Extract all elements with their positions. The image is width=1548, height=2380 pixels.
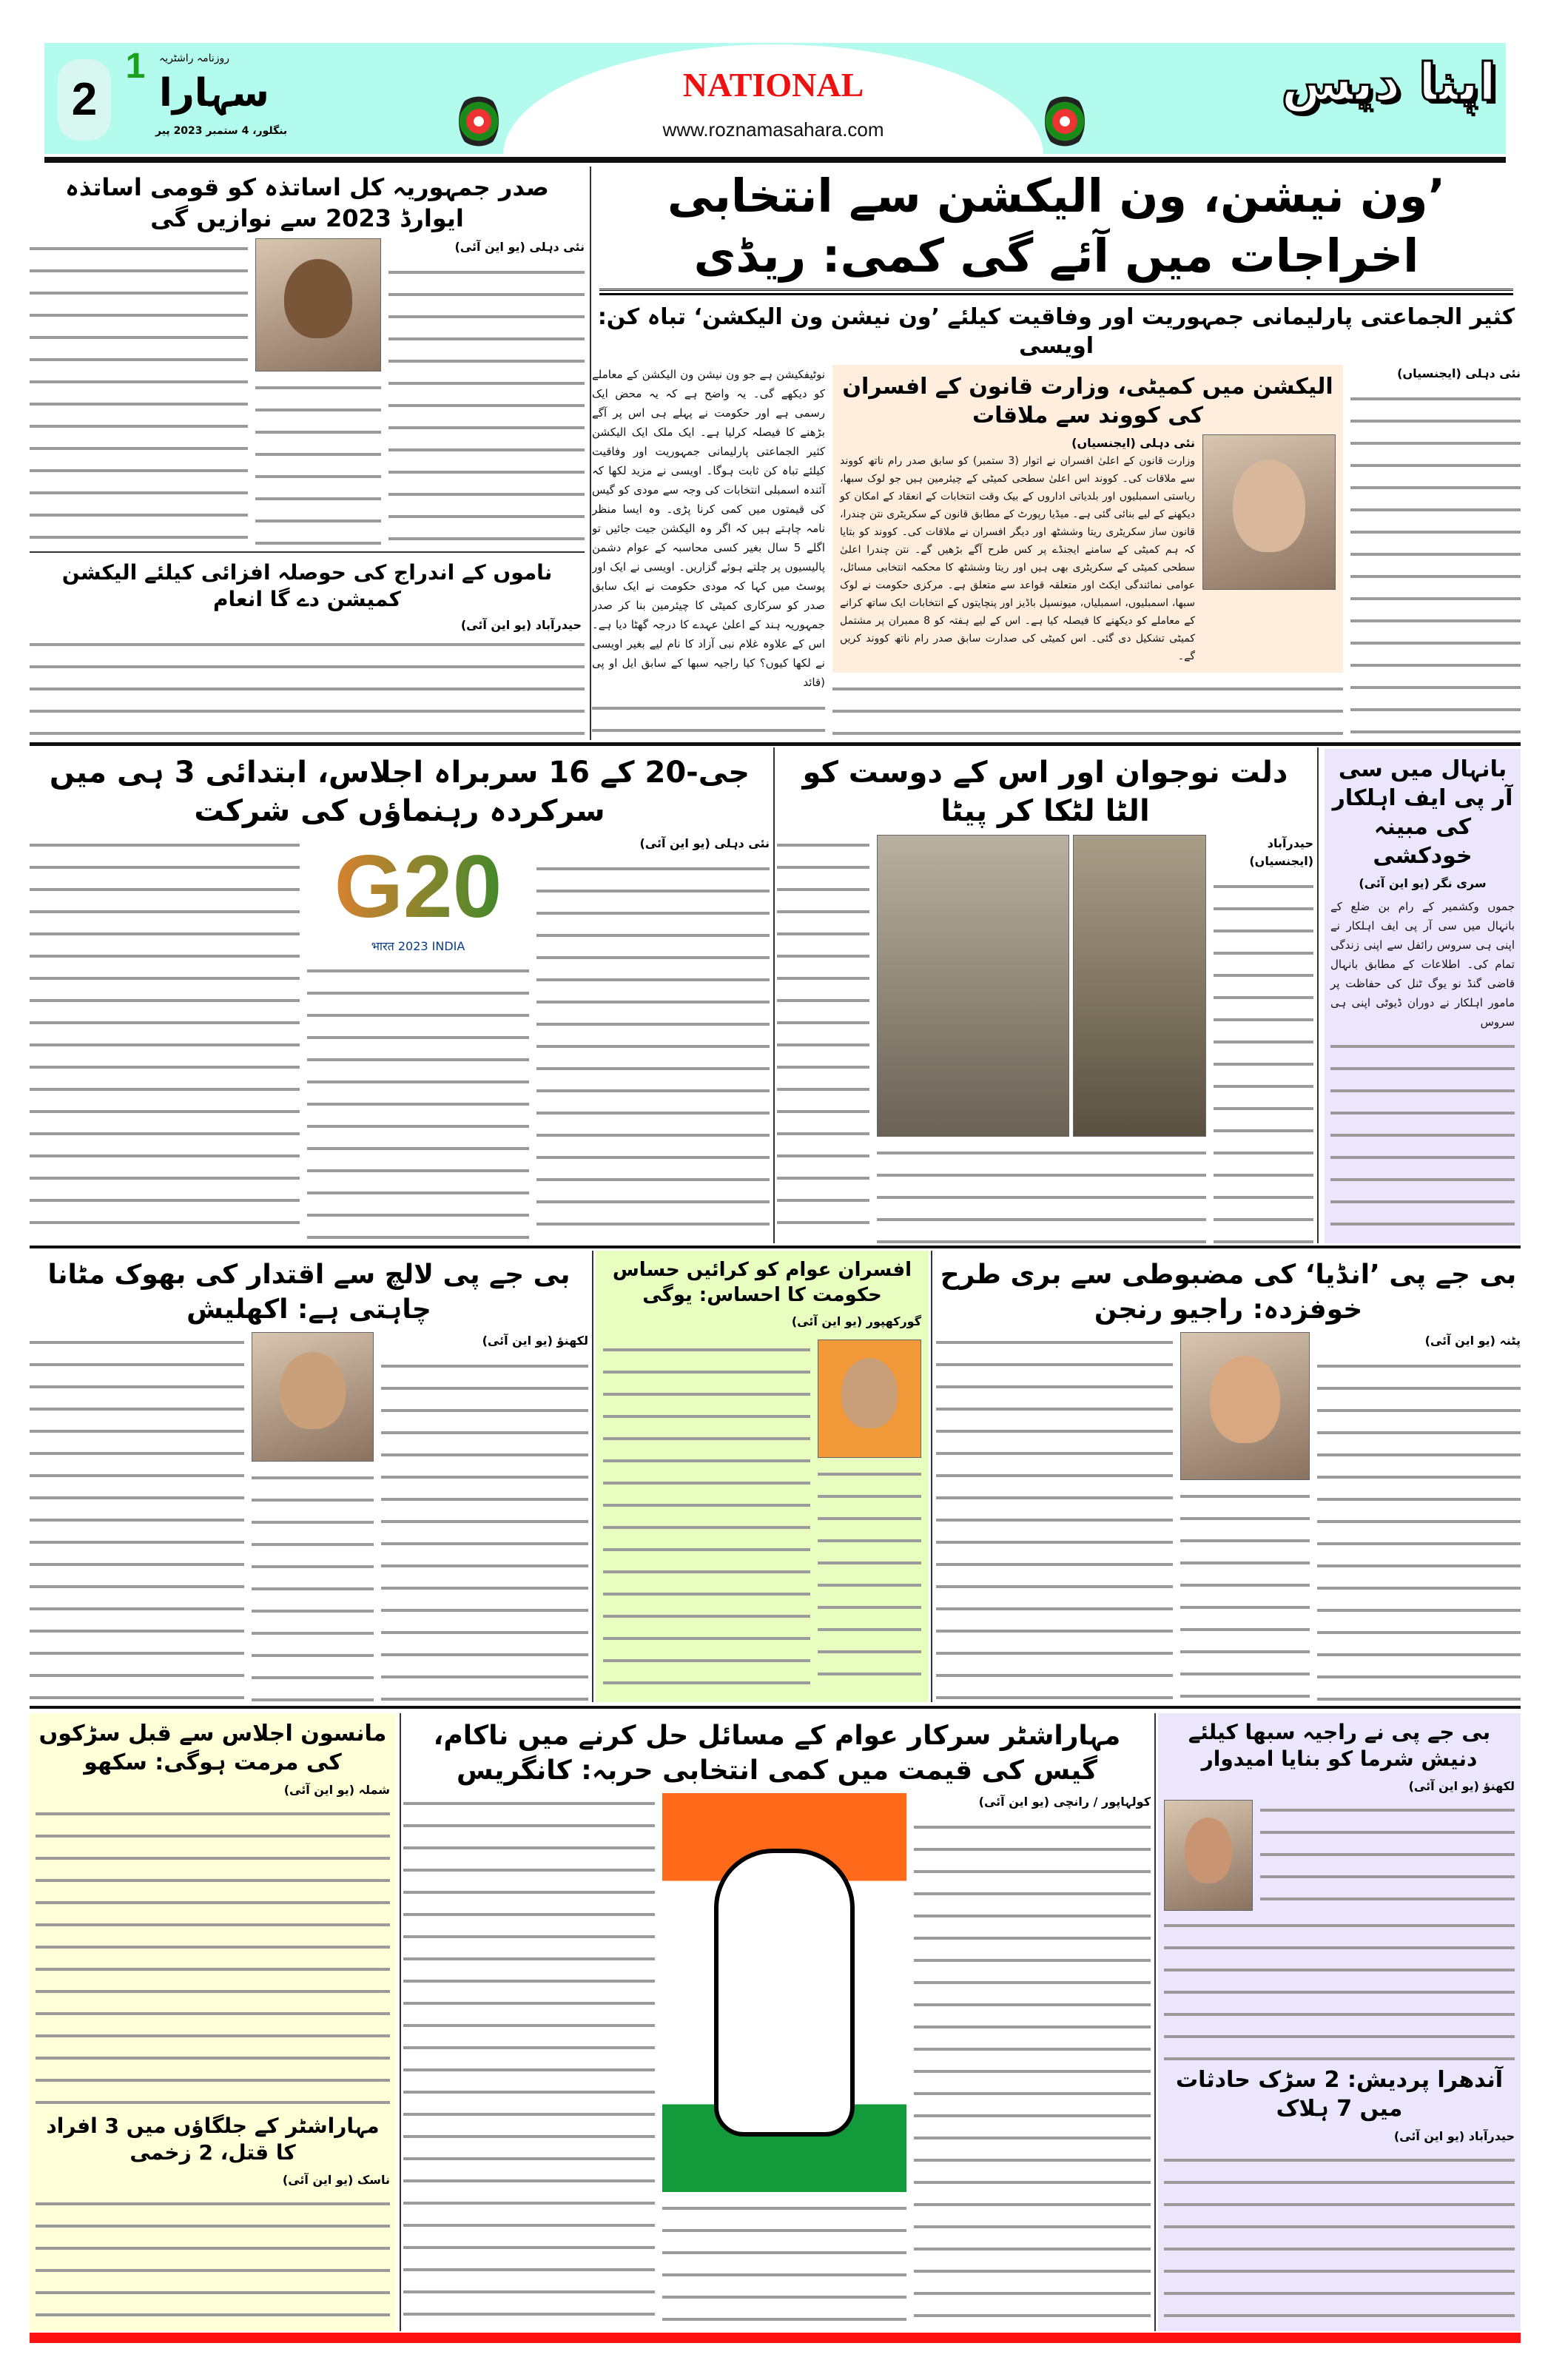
body-text	[1317, 1356, 1521, 1702]
headline: جی-20 کے 16 سربراہ اجلاس، ابتدائی 3 ہی میں سرکردہ رہنماؤں کی شرکت	[49, 756, 750, 828]
divider	[30, 551, 585, 553]
body-text	[252, 1468, 374, 1702]
andhra-dateline: حیدرآباد (یو این آئی)	[1393, 2129, 1515, 2144]
body-text	[877, 1143, 1206, 1243]
story-congress	[403, 1713, 1151, 2331]
body-text	[777, 835, 869, 1243]
issue-date: بنگلور، 4 ستمبر 2023 پیر	[155, 125, 288, 137]
story-reddy-body: نوٹیفکیشن ہے جو ون نیشن ون الیکشن کے معاملے کو دیکھے گی۔ یہ واضح ہے کہ یہ محض ایک رسمی ہے اور حکومت نے پہلے ہی اس پر آگے بڑھنے کا فیصلہ کرلیا ہے۔ ایک ملک ایک الیکشن کثیر الجماعتی پارلیمانی جمہوریت اور وفاقیت کیلئے تباہ کن ثابت ہوگا۔ اویسی نے مزید لکھا کہ آئندہ اسمبلی انتخابات کی وجہ سے مودی کو گیس کی قیمتوں میں کمی کرنا پڑی۔ وہ ایسا منظر نامہ چاہتے ہیں کہ اگر وہ الیکشن جیت جائیں تو اگلے 5 سال بغیر کسی محاسبہ کے عوام دشمن پالیسیوں پر چلتے ہوئے گزاریں۔ اویسی نے ایک اور پوسٹ میں کہا کہ مودی حکومت نے ایک سابق صدر کو سرکاری کمیٹی کا چیئرمین بنا کر صدر جمہوریہ ہند کے اعلیٰ عہدے کا درجہ گھٹا دیا ہے۔ اس کے علاوہ غلام نبی آزاد کا نام لیے بغیر اویسی نے لکھا کیوں؟ کیا راجیہ سبھا کے سابق ایل او پی (قائد	[592, 368, 825, 690]
body-text	[1180, 1486, 1310, 1702]
header-rule	[44, 157, 1506, 163]
story-teachers	[30, 167, 585, 548]
body-text	[1350, 389, 1521, 740]
story-yogi	[596, 1251, 929, 1702]
headline: الیکشن میں کمیٹی، وزارت قانون کے افسران کی کووند سے ملاقات	[842, 374, 1333, 429]
congress-hand-logo	[662, 1793, 906, 2193]
headline: دلت نوجوان اور اس کے دوست کو الٹا لٹکا کر پیٹا	[802, 756, 1288, 828]
hand-icon	[714, 1849, 855, 2137]
body-text	[1214, 876, 1313, 1243]
story-banihal	[1325, 749, 1521, 1243]
body-text	[255, 377, 381, 548]
paper-prefix: روزنامہ راشٹریہ	[159, 53, 230, 64]
body-text	[403, 1793, 655, 2331]
story-g20	[30, 747, 770, 1243]
column-divider	[592, 1251, 593, 1702]
row-rule	[30, 1706, 1521, 1709]
headline: بی جے پی ’انڈیا‘ کی مضبوطی سے بری طرح خوفزدہ: راجیو رنجن	[940, 1260, 1517, 1325]
dateline: لکھنؤ (یو این آئی)	[1408, 1778, 1515, 1793]
dateline: نئی دہلی (یو این آئی)	[454, 240, 585, 255]
body-text	[832, 679, 1343, 740]
dateline: پٹنہ (یو این آئی)	[1424, 1333, 1521, 1348]
sunburst-icon	[1045, 93, 1085, 150]
column-divider	[400, 1713, 401, 2331]
body-text	[36, 1804, 390, 2108]
section-label: NATIONAL	[682, 66, 864, 104]
body-text	[30, 238, 248, 548]
story-kovind-box	[832, 365, 1343, 673]
footer-rule	[30, 2333, 1521, 2343]
rajiv-ranjan-photo	[1180, 1332, 1310, 1480]
story-reddy	[592, 167, 1521, 740]
headline: مانسون اجلاس سے قبل سڑکوں کی مرمت ہوگی: سکھو	[38, 1721, 387, 1775]
dateline: نئی دہلی (یو این آئی)	[639, 836, 770, 850]
dateline: شملہ (یو این آئی)	[283, 1783, 390, 1797]
column-divider	[590, 167, 591, 740]
incident-photo-1	[877, 835, 1069, 1137]
headline: ناموں کے اندراج کی حوصلہ افزائی کیلئے الیکشن کمیشن دے گا انعام	[61, 560, 553, 612]
dateline: نئی دہلی (ایجنسیاں)	[1397, 366, 1521, 381]
headline: مہاراشٹر سرکار عوام کے مسائل حل کرنے میں ناکام، گیس کی قیمت میں کمی انتخابی حربہ: کانگریس	[433, 1721, 1121, 1786]
body-text	[36, 2194, 390, 2325]
divider	[599, 289, 1513, 295]
story-dinesh	[1158, 1713, 1521, 2331]
kovind-text	[840, 434, 1195, 665]
paper-logo: سہارا	[159, 71, 269, 115]
body-text	[1330, 1036, 1515, 1237]
body-text	[603, 1339, 810, 1695]
row-rule	[30, 1246, 1521, 1248]
story-dalit	[777, 747, 1313, 1243]
body-text: جموں وکشمیر کے رام بن ضلع کے بانہال میں سی آر پی ایف اہلکار نے اپنی ہی سروس رائفل سے اپنی زندگی تمام کی۔ اطلاعات کے مطابق بانہال قاضی گنڈ نو یوگ ٹنل کی حفاظت پر مامور اہلکار نے دوران ڈیوٹی اپنی ہی سروس	[1330, 900, 1515, 1029]
jalgaon-dateline: ناسک (یو این آئی)	[282, 2172, 390, 2187]
story-election-commission	[30, 557, 585, 740]
dateline: حیدرآباد (ایجنسیاں)	[1249, 836, 1313, 868]
body-text	[536, 858, 770, 1243]
body-text	[307, 961, 529, 1243]
body-text	[30, 835, 300, 1243]
andhra-headline: آندھرا پردیش: 2 سڑک حادثات میں 7 ہلاک	[1175, 2067, 1504, 2122]
page-title: اپنا دیس	[1281, 52, 1496, 112]
g20-logo	[307, 835, 529, 955]
column-divider	[931, 1251, 932, 1702]
dateline: گورکھپور (یو این آئی)	[791, 1314, 921, 1328]
story-reddy-col3	[592, 365, 825, 740]
body-text	[818, 1464, 921, 1695]
dateline: سری نگر (یو این آئی)	[1359, 876, 1487, 890]
story-kovind-column	[832, 365, 1343, 740]
dateline: لکھنؤ (یو این آئی)	[482, 1333, 588, 1348]
sunburst-icon	[459, 93, 499, 150]
body-text	[1260, 1800, 1515, 1911]
dateline: حیدرآباد (یو این آئی)	[460, 617, 582, 632]
g20-logo-caption: भारत 2023 INDIA	[371, 939, 465, 953]
body-text	[914, 1817, 1151, 2331]
anniversary-logo: 1	[125, 47, 146, 86]
column-divider	[773, 747, 775, 1243]
yogi-photo	[818, 1339, 921, 1458]
column-divider	[1154, 1713, 1156, 2331]
story-sukhu	[30, 1713, 396, 2331]
dinesh-sharma-photo	[1164, 1800, 1253, 1911]
body-text	[936, 1332, 1173, 1702]
subheadline: کثیر الجماعتی پارلیمانی جمہوریت اور وفاقیت کیلئے ’ون نیشن ون الیکشن‘ تباہ کن: اویسی	[597, 304, 1515, 360]
body-text: وزارت قانون کے اعلیٰ افسران نے اتوار (3 ستمبر) کو سابق صدر رام ناتھ کووند سے ملاقات کی۔ کووند اس اعلیٰ سطحی کمیٹی کے چیئرمین ہیں جو لوک سبھا، ریاستی اسمبلیوں اور بلدیاتی اداروں کے بیک وقت انتخابات کے انعقاد کے امکان کو دیکھنے کے لیے بنائی گئی ہے۔ میڈیا رپورٹ کے مطابق قانون کے سکریٹری نتن چندرا، قانون ساز سکریٹری ریتا وششٹھ اور دیگر افسران نے ملاقات کی۔ کووند کو بتایا کہ ہم کمیٹی کے سامنے ایجنڈے پر کس طرح آگے بڑھیں گے۔ نتن چندرا اعلیٰ سطحی کمیٹی کے سکریٹری بھی ہیں اور ریتا وششٹھ کا محکمہ انتخابی مسائل، عوامی نمائندگی ایکٹ اور متعلقہ قواعد سے متعلق ہے۔ مرکزی حکومت نے لوک سبھا، اسمبلیوں، اسمبلیاں، میونسپل باڈیز اور پنچایتوں کے انتخابات ایک ساتھ کرانے کے معاملے کو دیکھنے کا فیصلہ کیا ہے۔ اس کے لیے ہفتہ کو 8 ممبران پر مشتمل کمیٹی تشکیل دی گئی۔ اس کمیٹی کی صدارت سابق صدر رام ناتھ کووند کریں گے۔	[840, 455, 1196, 663]
story-reddy-col1	[1350, 365, 1521, 740]
body-text	[388, 262, 585, 548]
body-text	[381, 1356, 588, 1702]
column-divider	[1317, 747, 1319, 1243]
g20-logo-text: G20	[307, 835, 529, 938]
row-rule	[30, 742, 1521, 746]
body-text	[1164, 1915, 1515, 2061]
president-photo	[255, 238, 381, 372]
body-text	[1164, 2150, 1515, 2325]
headline: صدر جمہوریہ کل اساتذہ کو قومی اساتذہ ایوارڈ 2023 سے نوازیں گی	[65, 173, 549, 232]
body-text	[662, 2198, 906, 2331]
kovind-photo	[1202, 434, 1336, 590]
headline: افسران عوام کو کرائیں حساس حکومت کا احساس: یوگی	[612, 1259, 912, 1306]
body-text	[30, 634, 585, 740]
dateline: نئی دہلی (ایجنسیاں)	[1071, 436, 1195, 451]
headline: بی جے پی لالچ سے اقتدار کی بھوک مٹانا چاہتی ہے: اکھلیش	[47, 1260, 571, 1325]
headline: بی جے پی نے راجیہ سبھا کیلئے دنیش شرما کو بنایا امیدوار	[1188, 1720, 1491, 1772]
dateline: کولہاپور / رانچی (یو این آئی)	[978, 1794, 1151, 1809]
website-link[interactable]: www.roznamasahara.com	[662, 118, 884, 141]
incident-photo-2	[1073, 835, 1206, 1137]
story-akhilesh	[30, 1251, 588, 1702]
story-rajiv	[936, 1251, 1521, 1702]
headline: ’ون نیشن، ون الیکشن سے انتخابی اخراجات میں آئے گی کمی: ریڈی	[667, 169, 1446, 283]
body-text	[30, 1332, 244, 1702]
akhilesh-photo	[252, 1332, 374, 1462]
page-number: 2	[58, 59, 111, 141]
headline: بانہال میں سی آر پی ایف اہلکار کی مبینہ خودکشی	[1332, 756, 1513, 869]
body-text	[592, 698, 825, 740]
jalgaon-headline: مہاراشٹر کے جلگاؤں میں 3 افراد کا قتل، 2 زخمی	[46, 2113, 380, 2165]
